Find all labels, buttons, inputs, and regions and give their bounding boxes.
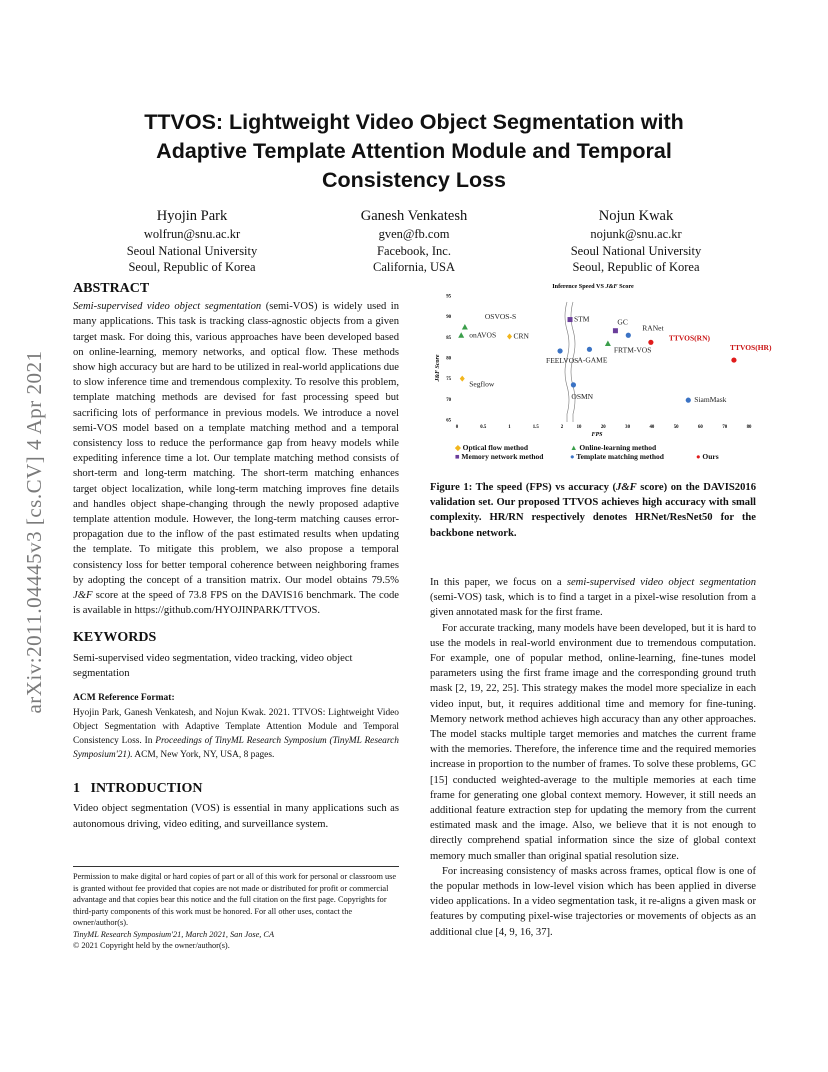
y-tick-label: 65 [446, 418, 451, 424]
right-column [430, 575, 756, 940]
footnote-rule [73, 866, 399, 867]
legend-item: ▲ Online-learning method [570, 443, 657, 452]
point-label: SiamMask [694, 395, 727, 405]
keywords-text: Semi-supervised video segmentation, video tracking, video object segmentation [73, 652, 353, 679]
x-tick-label: 1.5 [532, 425, 539, 430]
abstract-heading: ABSTRACT [73, 281, 150, 296]
legend-item: ● Template matching method [570, 452, 664, 461]
chart-title: Inference Speed VS J&F Score [552, 283, 634, 290]
point-label: TTVOS(HR) [729, 343, 772, 353]
x-axis-label: FPS [591, 432, 603, 438]
author-affiliation: Seoul National University [126, 243, 258, 258]
legend-item: ● Ours [696, 452, 719, 461]
figure-caption: Figure 1: The speed (FPS) vs accuracy (J&F score) on the DAVIS2016 validation set. Our proposed TTVOS achieves high accuracy with small complexity. HR/RN respectively denotes HRNet/ResNet50 for the backbone network. [430, 482, 756, 539]
x-tick-label: 10 [576, 425, 582, 430]
legend-item: ◆ Optical flow method [455, 443, 529, 452]
x-tick-label: 1 [508, 425, 511, 430]
acm-heading: ACM Reference Format: [73, 693, 175, 704]
point-label: RANet [642, 323, 664, 333]
y-tick-label: 90 [446, 315, 451, 321]
point-label: FEELVOS [546, 355, 579, 365]
abstract-text: Semi-supervised video object segmentation (semi-VOS) is widely used in many applications. This task is tracking class-agnostic objects from a given target mask. For doing this, various approaches have been developed based on online-learning, memory networks, and optical flow. These methods show high accuracy but are hard to be utilized in real-world applications due to slow inference time and tremendous complexity. To resolve this problem, template matching methods are devised for fast processing speed but sacrificing lots of performance in previous models. We introduce a novel semi-VOS model based on a template matching method and a temporal consistency loss to reduce the performance gap from heavy models while expediting inference time a lot. Our template matching method consists of short-term and long-term matching. The short-term matching enhances target object localization, while long-term matching improves fine details and handles object shape-changing through the newly proposed adaptive template attention module. However, the long-term matching causes error-propagation due to the inflow of the past estimated results when updating the template. To mitigate this problem, we also propose a temporal consistency loss for better temporal coherence between neighboring frames by adopting the concept of a transition matrix. Our model obtains 79.5% J&F score at the speed of 73.8 FPS on the DAVIS16 benchmark. The code is available in https://github.com/HYOJINPARK/TTVOS. [73, 301, 399, 617]
point-label: STM [574, 314, 590, 324]
data-point [613, 328, 618, 333]
x-tick-label: 50 [673, 425, 679, 430]
author-block [77, 206, 307, 276]
data-point [460, 376, 465, 382]
author-block [521, 206, 751, 276]
venue-text: TinyML Research Symposium'21, March 2021, San Jose, CA [73, 929, 275, 939]
copyright-footnote [73, 871, 399, 952]
point-label: FRTM-VOS [613, 345, 652, 355]
x-tick-label: 2 [560, 425, 564, 430]
data-point [568, 317, 573, 322]
x-tick-label: 60 [698, 425, 703, 430]
author-email: nojunk@snu.ac.kr [590, 227, 682, 241]
point-label: Segflow [469, 379, 495, 389]
author-location: Seoul, Republic of Korea [128, 260, 256, 274]
author-email: wolfrun@snu.ac.kr [143, 227, 241, 241]
y-tick-label: 70 [446, 397, 451, 403]
point-label: OSVOS-S [484, 312, 517, 321]
arxiv-stamp: arXiv:2011.04445v3 [cs.CV] 4 Apr 2021 [22, 350, 46, 714]
permission-text: Permission to make digital or hard copies of part or all of this work for personal or classroom use is granted without fee provided that copies are not made or distributed for profit or commercial advantage and that copies bear this notice and the full citation on the first page. Copyrights for third-party components of this work must be honored. For all other uses, contact the owner/author(s). [73, 872, 397, 927]
copyright-text: © 2021 Copyright held by the owner/author(s). [73, 941, 230, 950]
paper-title: TTVOS: Lightweight Video Object Segmentation with Adaptive Template Attention Module and Temporal Consistency Loss [144, 110, 684, 192]
point-label: GC [617, 317, 628, 327]
intro-paragraph: Video object segmentation (VOS) is essential in many applications such as autonomous driving, video editing, and surveillance system. [73, 803, 399, 830]
author-affiliation: Seoul National University [570, 243, 702, 258]
point-label: OSMN [571, 391, 594, 401]
author-affiliation: Facebook, Inc. [377, 243, 451, 258]
data-point [557, 348, 562, 353]
data-point [648, 340, 653, 345]
circle-icon: ● [696, 452, 701, 461]
paragraph: For increasing consistency of masks across frames, optical flow is one of the popular methods in low-level vision which has been applied in diverse video applications. In a video segmentation task, it re-aligns a given mask or features by computing pixel-wise trajectories or movements of objects as an additional clue [4, 9, 16, 37]. [430, 865, 756, 938]
square-icon: ■ [455, 452, 460, 461]
y-axis-label: J&F Score [435, 354, 441, 382]
data-point [626, 333, 631, 338]
diamond-icon: ◆ [455, 443, 461, 452]
data-point [605, 341, 611, 347]
author-email: gven@fb.com [378, 227, 450, 241]
acm-reference: Hyojin Park, Ganesh Venkatesh, and Nojun Kwak. 2021. TTVOS: Lightweight Video Object Segmentation with Adaptive Template Attention Module and Temporal Consistency Loss. In Proceedings of TinyML Research Symposium (TinyML Research Symposium'21). ACM, New York, NY, USA, 8 pages. [73, 708, 399, 761]
intro-heading: 1 INTRODUCTION [73, 781, 203, 797]
x-tick-label: 20 [600, 425, 606, 430]
author-location: California, USA [373, 260, 455, 274]
data-point [587, 347, 592, 352]
y-tick-label: 95 [446, 294, 451, 300]
data-point [571, 382, 576, 387]
y-tick-label: 85 [446, 335, 451, 341]
x-tick-label: 30 [625, 425, 630, 430]
x-tick-label: 70 [722, 425, 728, 430]
x-tick-label: 40 [649, 425, 655, 430]
author-name: Hyojin Park [156, 208, 228, 224]
author-name: Ganesh Venkatesh [360, 208, 468, 224]
x-tick-label: 0 [455, 425, 459, 430]
chart-legend [455, 443, 755, 461]
scatter-chart [427, 282, 772, 462]
abstract-lead: Semi-supervised video object segmentation [73, 301, 262, 313]
data-point [507, 334, 512, 340]
triangle-icon: ▲ [570, 443, 578, 452]
left-column [73, 281, 399, 832]
x-tick-label: 0.5 [480, 425, 487, 430]
legend-item: ■ Memory network method [455, 452, 544, 461]
data-point [458, 332, 464, 338]
figure-1 [427, 282, 772, 462]
point-label: A-GAME [577, 355, 608, 365]
x-tick-label: 80 [746, 425, 752, 430]
y-tick-label: 80 [446, 356, 451, 362]
point-label: CRN [513, 331, 529, 341]
data-point [462, 324, 468, 330]
point-label: onAVOS [469, 330, 497, 340]
circle-icon: ● [570, 452, 575, 461]
y-tick-label: 75 [446, 377, 451, 383]
paragraph: For accurate tracking, many models have been developed, but it is hard to use the models in real-world environment due to tremendous computation. For example, one of popular method, online-learning, fine-tunes model parameters using the first frame image and the corresponding ground truth mask [2, 19, 22, 25]. This strategy makes the model more specialize in each video input, but, it requires additional time and memory for fine-tuning. Memory network method achieves high accuracy than any other approaches. The model stacks multiple target memories and matches the current frame with the memories. Therefore, the inference time and the required memories increase in proportion to the number of frames. To solve these problems, GC [15] conducted weighted-average to the multiple memories at each time frame for generating one global context memory. However, it still needs an additional feature extraction step for updating the memory from the current estimated mask and the image. Also, we believe that it is not enough to directly comprehend spatial information since the size of global context memory much smaller than original spatial resolution size. [430, 622, 756, 862]
paragraph: In this paper, we focus on a semi-supervised video object segmentation (semi-VOS) task, which is to find a target in a pixel-wise resolution from a given annotated mask for the first frame. [430, 577, 756, 619]
data-point [686, 398, 691, 403]
point-label: TTVOS(RN) [668, 333, 710, 343]
data-point [731, 357, 736, 362]
keywords-heading: KEYWORDS [73, 630, 157, 646]
author-block [299, 206, 529, 276]
author-name: Nojun Kwak [598, 208, 674, 224]
author-location: Seoul, Republic of Korea [572, 260, 700, 274]
